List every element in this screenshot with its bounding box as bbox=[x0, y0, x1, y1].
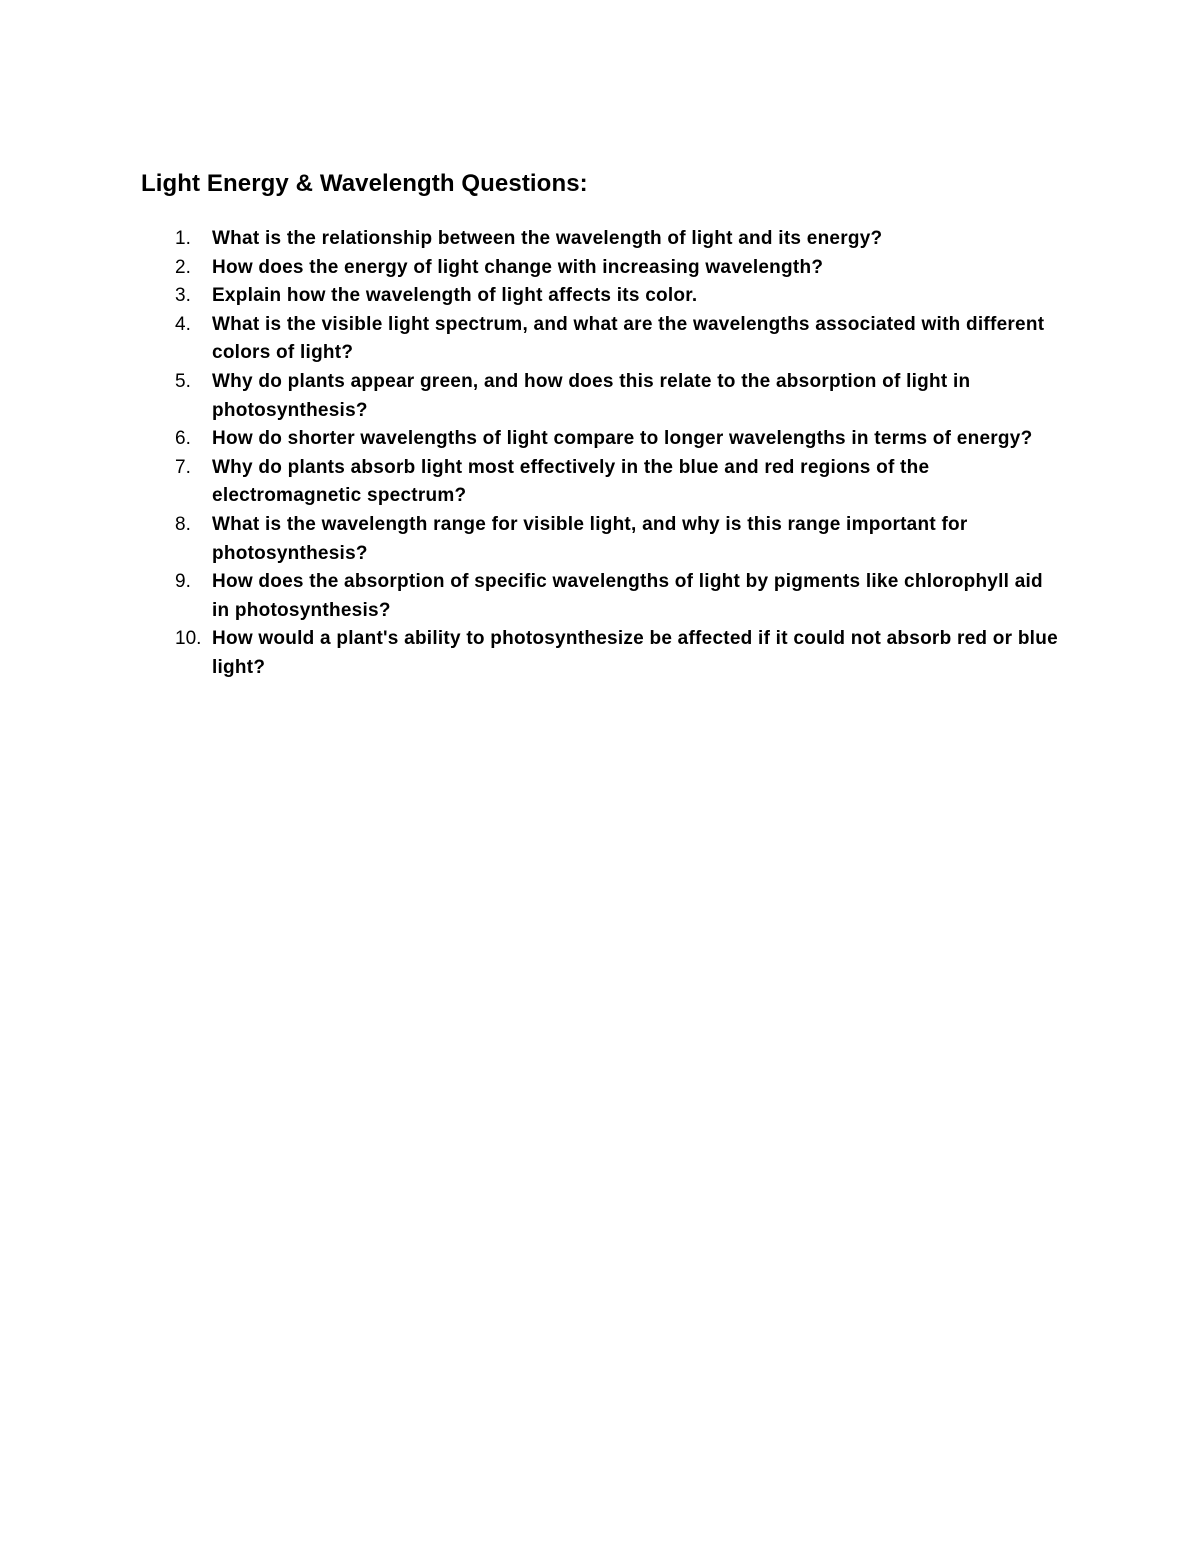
question-text: Explain how the wavelength of light affects its color. bbox=[212, 285, 698, 307]
question-text: How does the energy of light change with increasing wavelength? bbox=[212, 256, 824, 278]
question-text: What is the relationship between the wavelength of light and its energy? bbox=[212, 228, 883, 249]
document-title: Light Energy & Wavelength Questions: bbox=[141, 170, 588, 197]
question-text: How does the absorption of specific wavelengths of light by pigments like chlorophyll aid in photosynthesis? bbox=[212, 571, 1043, 621]
question-item bbox=[140, 254, 1060, 283]
question-number: 7. bbox=[175, 456, 191, 478]
question-item bbox=[140, 225, 1060, 254]
question-item bbox=[140, 282, 1060, 311]
question-number: 2. bbox=[175, 256, 191, 278]
question-number: 9. bbox=[175, 571, 191, 593]
question-text: What is the wavelength range for visible light, and why is this range important for photosynthesis? bbox=[212, 513, 968, 564]
question-text: How would a plant's ability to photosynthesize be affected if it could not absorb red or blue light? bbox=[212, 628, 1058, 678]
question-number: 3. bbox=[175, 285, 191, 307]
question-text: How do shorter wavelengths of light compare to longer wavelengths in terms of energy? bbox=[212, 428, 1033, 450]
question-item bbox=[140, 568, 1060, 625]
question-number: 10. bbox=[175, 628, 202, 650]
question-item bbox=[140, 425, 1060, 454]
question-number: 6. bbox=[175, 428, 191, 450]
question-item bbox=[140, 454, 1060, 511]
question-number: 4. bbox=[175, 313, 191, 335]
question-number: 5. bbox=[175, 370, 191, 392]
question-number: 1. bbox=[175, 228, 191, 249]
question-text: Why do plants appear green, and how does this relate to the absorption of light in photosynthesis? bbox=[212, 370, 971, 421]
question-item bbox=[140, 511, 1060, 568]
question-number: 8. bbox=[175, 513, 191, 535]
question-item bbox=[140, 311, 1060, 368]
question-item bbox=[140, 625, 1060, 682]
question-item bbox=[140, 368, 1060, 425]
question-list bbox=[140, 225, 1060, 683]
question-text: Why do plants absorb light most effectively in the blue and red regions of the electromagnetic spectrum? bbox=[212, 456, 930, 507]
question-text: What is the visible light spectrum, and what are the wavelengths associated with different colors of light? bbox=[212, 313, 1045, 364]
